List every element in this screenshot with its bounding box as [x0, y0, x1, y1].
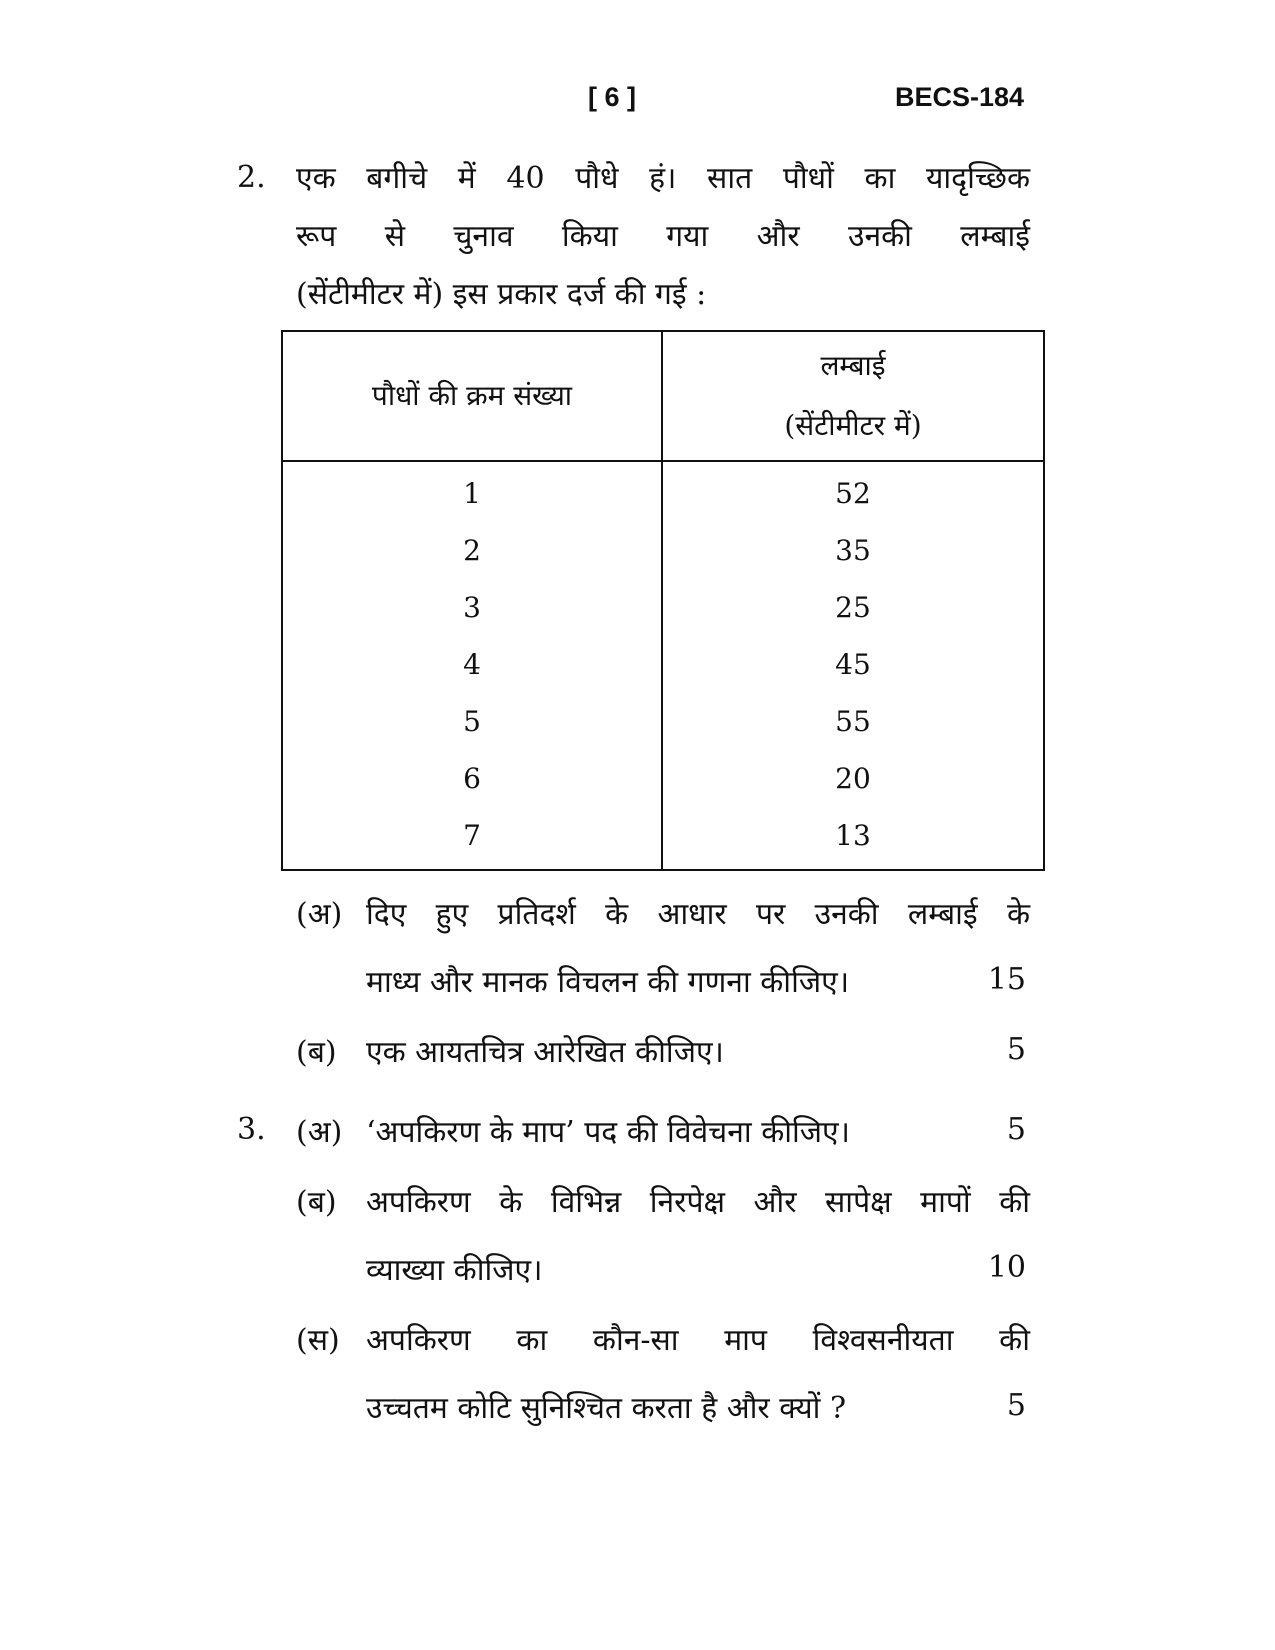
serial-cell: 7 [282, 807, 662, 870]
height-cell: 45 [662, 636, 1044, 693]
height-cell: 20 [662, 750, 1044, 807]
table-row [282, 693, 1044, 750]
part-b-text-line1: अपकिरण के विभिन्न निरपेक्ष और सापेक्ष मापों की [366, 1185, 1030, 1220]
part-a-text-line2: माध्य और मानक विचलन की गणना कीजिए। [366, 965, 850, 1000]
plant-height-table [281, 330, 1045, 871]
page-number: [ 6 ] [588, 82, 637, 112]
table-row [282, 579, 1044, 636]
part-a-text-line1: दिए हुए प्रतिदर्श के आधार पर उनकी लम्बाई के [366, 897, 1030, 932]
height-cell: 52 [662, 461, 1044, 522]
serial-cell: 6 [282, 750, 662, 807]
marks: 15 [987, 962, 1026, 997]
table-row [282, 636, 1044, 693]
height-cell: 25 [662, 579, 1044, 636]
serial-cell: 2 [282, 522, 662, 579]
question-3-number: 3. [237, 1112, 266, 1147]
table-header-row [282, 331, 1044, 461]
question-2-number: 2. [237, 160, 266, 195]
marks: 5 [1006, 1032, 1026, 1067]
part-label: (अ) [296, 1115, 343, 1150]
part-a-text: ‘अपकिरण के माप’ पद की विवेचना कीजिए। [366, 1115, 850, 1150]
part-c-text-line1: अपकिरण का कौन-सा माप विश्वसनीयता की [366, 1323, 1030, 1358]
marks: 10 [987, 1250, 1026, 1285]
part-b-text-line2: व्याख्या कीजिए। [366, 1253, 543, 1288]
serial-cell: 5 [282, 693, 662, 750]
marks: 5 [1006, 1388, 1026, 1423]
serial-cell: 3 [282, 579, 662, 636]
part-label: (अ) [296, 897, 343, 932]
table-row [282, 461, 1044, 522]
part-label: (ब) [296, 1035, 337, 1070]
height-header-line2: (सेंटीमीटर में) [784, 409, 922, 442]
intro-line: (सेंटीमीटर में) इस प्रकार दर्ज की गई : [296, 277, 707, 312]
marks: 5 [1006, 1112, 1026, 1147]
part-c-text-line2: उच्चतम कोटि सुनिश्चित करता है और क्यों ? [366, 1391, 847, 1426]
height-header-line1: लम्बाई [820, 349, 886, 382]
height-cell: 13 [662, 807, 1044, 870]
intro-line: एक बगीचे में 40 पौधे हं। सात पौधों का यादृच्छिक [296, 161, 1030, 196]
table-row [282, 750, 1044, 807]
intro-line: रूप से चुनाव किया गया और उनकी लम्बाई [296, 219, 1030, 254]
serial-cell: 1 [282, 461, 662, 522]
course-code: BECS-184 [895, 82, 1025, 112]
part-label: (स) [296, 1323, 340, 1358]
height-column-header [662, 331, 1044, 461]
part-b-text: एक आयतचित्र आरेखित कीजिए। [366, 1035, 724, 1070]
part-label: (ब) [296, 1185, 337, 1220]
table-row [282, 807, 1044, 870]
table-row [282, 522, 1044, 579]
serial-cell: 4 [282, 636, 662, 693]
height-cell: 35 [662, 522, 1044, 579]
height-cell: 55 [662, 693, 1044, 750]
serial-column-header: पौधों की क्रम संख्या [282, 331, 662, 461]
